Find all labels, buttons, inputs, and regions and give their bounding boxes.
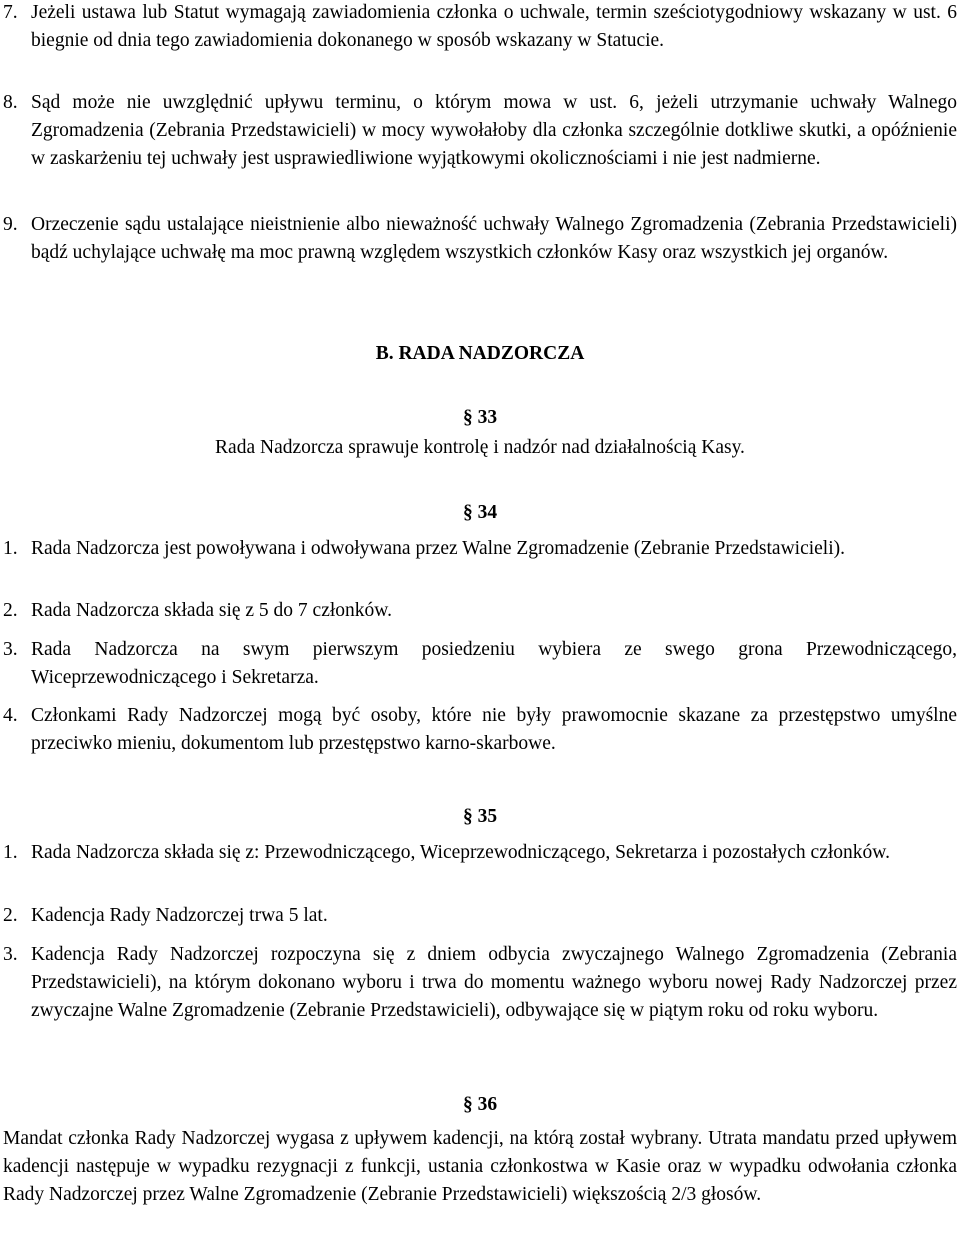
item-text: Jeżeli ustawa lub Statut wymagają zawiadomienia członka o uchwale, termin sześciotygodniowy wskazany w ust. 6 biegnie od dnia tego zawiadomienia dokonanego w sposób wskazany w Statucie. [31,2,957,51]
paragraph-heading [0,404,960,432]
paragraph-number: 36 [477,1094,498,1115]
section-sign: § [462,407,473,428]
section-sign: § [462,1094,473,1115]
section-sign: § [462,806,473,827]
item-number: 7. [3,2,18,23]
paragraph-heading [0,803,960,831]
list-item [3,902,957,930]
item-text: Rada Nadzorcza na swym pierwszym posiedzeniu wybiera ze swego grona Przewodniczącego, Wiceprzewodniczącego i Sekretarza. [31,639,957,688]
item-text: Rada Nadzorcza składa się z 5 do 7 członków. [31,600,392,621]
item-number: 9. [3,214,18,235]
paragraph-number: 33 [477,407,498,428]
list-item [3,636,957,692]
paragraph-text: Mandat członka Rady Nadzorczej wygasa z upływem kadencji, na którą został wybrany. Utrata mandatu przed upływem kadencji następuje w wypadku rezygnacji z funkcji, ustania członkostwa w Kasie oraz w wypadku odwołania członka Rady Nadzorczej przez Walne Zgromadzenie (Zebranie Przedstawicieli) większością 2/3 głosów. [3,1128,957,1205]
item-text: Kadencja Rady Nadzorczej rozpoczyna się z dniem odbycia zwyczajnego Walnego Zgromadzenia (Zebrania Przedstawicieli), na którym dokonano wyboru i trwa do momentu ważnego wyboru nowej Rady Nadzorczej przez zwyczajne Walne Zgromadzenie (Zebranie Przedstawicieli), odbywające się w piątym roku od roku wyboru. [31,944,957,1021]
item-text: Członkami Rady Nadzorczej mogą być osoby, które nie były prawomocnie skazane za przestępstwo umyślne przeciwko mieniu, dokumentom lub przestępstwo karno-skarbowe. [31,705,957,754]
list-item [3,535,957,563]
paragraph-number: 34 [477,502,498,523]
list-item [3,211,957,267]
item-text: Orzeczenie sądu ustalające nieistnienie albo nieważność uchwały Walnego Zgromadzenia (Zebrania Przedstawicieli) bądź uchylające uchwałę ma moc prawną względem wszystkich członków Kasy oraz wszystkich jej organów. [31,214,957,263]
list-item [3,597,957,625]
paragraph-text: Rada Nadzorcza sprawuje kontrolę i nadzór nad działalnością Kasy. [215,437,745,458]
item-text: Rada Nadzorcza składa się z: Przewodniczącego, Wiceprzewodniczącego, Sekretarza i pozostałych członków. [31,842,890,863]
item-number: 1. [3,538,18,559]
list-item [3,89,957,173]
paragraph-number: 35 [477,806,498,827]
section-title: B. RADA NADZORCZA [375,343,585,364]
item-number: 2. [3,600,18,621]
item-number: 2. [3,905,18,926]
item-number: 3. [3,639,18,660]
item-text: Rada Nadzorcza jest powoływana i odwoływana przez Walne Zgromadzenie (Zebranie Przedstawicieli). [31,538,846,559]
list-item [3,702,957,758]
item-number: 3. [3,944,18,965]
item-text: Kadencja Rady Nadzorczej trwa 5 lat. [31,905,328,926]
item-number: 1. [3,842,18,863]
list-item [3,839,957,867]
paragraph-heading [0,499,960,527]
item-text: Sąd może nie uwzględnić upływu terminu, o którym mowa w ust. 6, jeżeli utrzymanie uchwały Walnego Zgromadzenia (Zebrania Przedstawicieli) w mocy wywołałoby dla członka szczególnie dotkliwe skutki, a opóźnienie w zaskarżeniu tej uchwały jest usprawiedliwione wyjątkowymi okolicznościami i nie jest nadmierne. [31,92,957,169]
item-number: 8. [3,92,18,113]
list-item [3,941,957,1025]
list-item [3,0,957,55]
section-sign: § [462,502,473,523]
paragraph-heading [0,1091,960,1119]
item-number: 4. [3,705,18,726]
